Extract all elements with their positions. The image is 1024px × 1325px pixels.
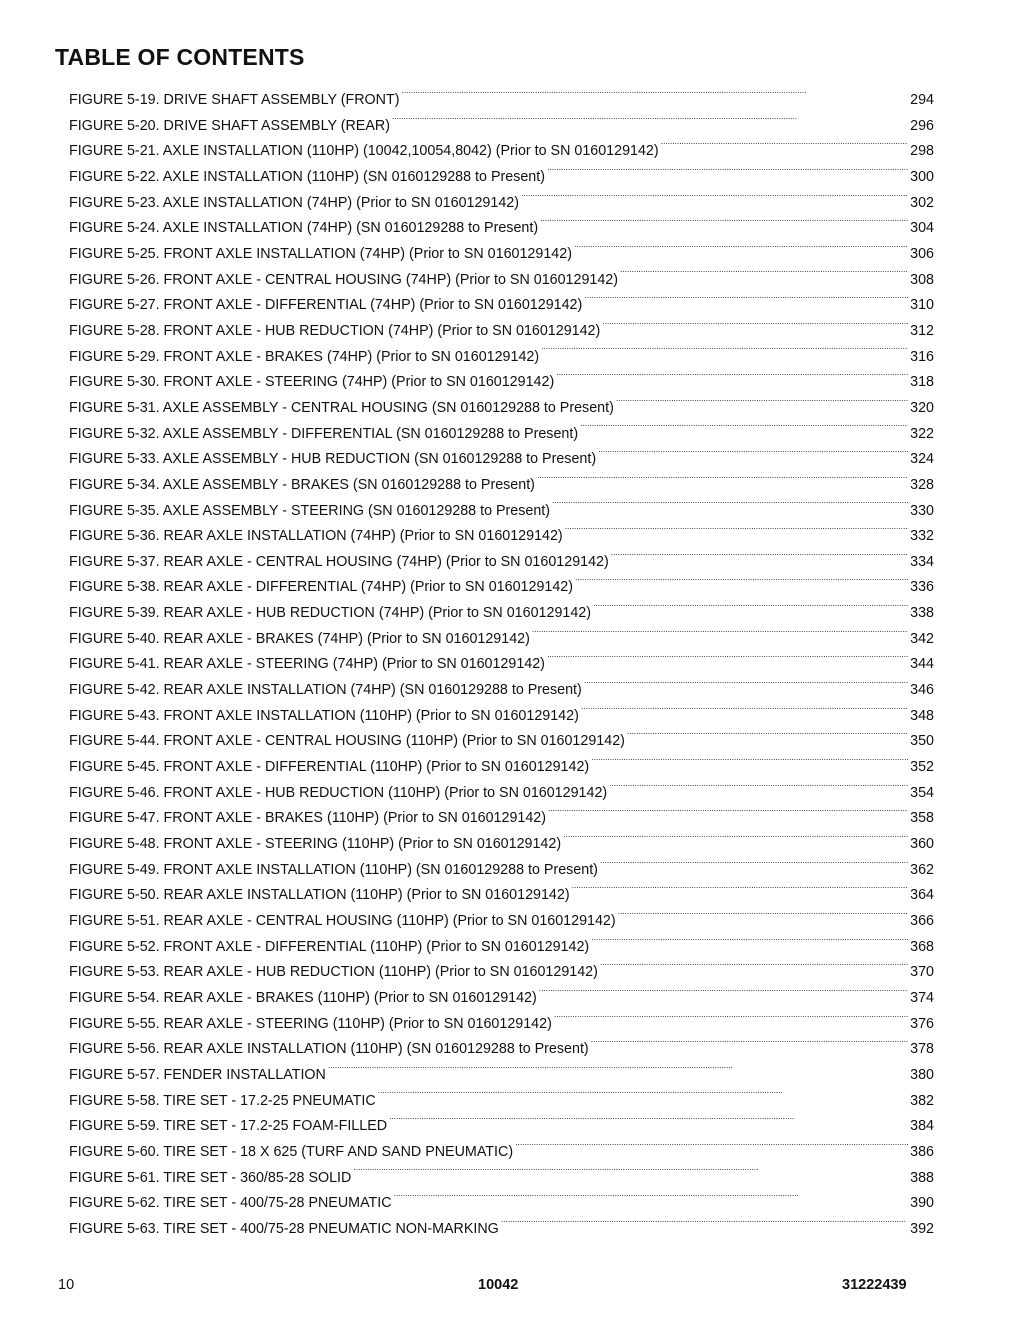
toc-entry-label: FIGURE 5-49. FRONT AXLE INSTALLATION (110HP) (SN 0160129288 to Present) xyxy=(69,861,598,878)
toc-entry-label: FIGURE 5-62. TIRE SET - 400/75-28 PNEUMATIC xyxy=(69,1195,392,1212)
dot-leader xyxy=(389,1116,908,1130)
toc-entry-label: FIGURE 5-55. REAR AXLE - STEERING (110HP) (Prior to SN 0160129142) xyxy=(69,1015,552,1032)
toc-entry[interactable] xyxy=(69,960,934,986)
toc-entry-label: FIGURE 5-50. REAR AXLE INSTALLATION (110HP) (Prior to SN 0160129142) xyxy=(69,887,570,904)
toc-entry[interactable] xyxy=(69,1140,934,1166)
dot-leader xyxy=(563,834,908,848)
toc-entry-label: FIGURE 5-40. REAR AXLE - BRAKES (74HP) (Prior to SN 0160129142) xyxy=(69,630,530,647)
dot-leader xyxy=(537,475,908,489)
toc-entry-label: FIGURE 5-60. TIRE SET - 18 X 625 (TURF AND SAND PNEUMATIC) xyxy=(69,1143,514,1160)
toc-entry-label: FIGURE 5-28. FRONT AXLE - HUB REDUCTION (74HP) (Prior to SN 0160129142) xyxy=(69,322,601,339)
toc-entry-page-number: 330 xyxy=(910,502,934,519)
dot-leader xyxy=(328,1065,908,1079)
toc-entry[interactable] xyxy=(69,1063,934,1089)
dot-leader xyxy=(591,757,908,771)
toc-entry-page-number: 298 xyxy=(910,143,934,160)
toc-entry-page-number: 390 xyxy=(910,1195,934,1212)
toc-entry[interactable] xyxy=(69,806,934,832)
dot-leader xyxy=(552,500,908,514)
dot-leader xyxy=(600,962,908,976)
toc-entry-page-number: 362 xyxy=(910,861,934,878)
toc-entry[interactable] xyxy=(69,781,934,807)
toc-entry-page-number: 328 xyxy=(910,476,934,493)
dot-leader xyxy=(565,526,908,540)
toc-entry[interactable] xyxy=(69,524,934,550)
toc-entry-page-number: 378 xyxy=(910,1041,934,1058)
toc-entry-label: FIGURE 5-35. AXLE ASSEMBLY - STEERING (SN 0160129288 to Present) xyxy=(69,502,551,519)
toc-entry-page-number: 380 xyxy=(910,1066,934,1083)
toc-entry-page-number: 354 xyxy=(910,784,934,801)
dot-leader xyxy=(598,449,908,463)
toc-entry[interactable] xyxy=(69,729,934,755)
toc-entry[interactable] xyxy=(69,473,934,499)
toc-entry[interactable] xyxy=(69,678,934,704)
toc-entry-page-number: 364 xyxy=(910,887,934,904)
page-title: TABLE OF CONTENTS xyxy=(55,44,305,70)
dot-leader xyxy=(392,115,908,129)
toc-entry[interactable] xyxy=(69,832,934,858)
dot-leader xyxy=(556,372,908,386)
dot-leader xyxy=(591,936,908,950)
toc-entry-label: FIGURE 5-59. TIRE SET - 17.2-25 FOAM-FILLED xyxy=(69,1118,388,1135)
dot-leader xyxy=(584,295,908,309)
toc-entry-page-number: 344 xyxy=(910,656,934,673)
toc-entry-page-number: 386 xyxy=(910,1143,934,1160)
table-of-contents-list xyxy=(69,88,934,1243)
toc-entry-label: FIGURE 5-25. FRONT AXLE INSTALLATION (74HP) (Prior to SN 0160129142) xyxy=(69,245,572,262)
toc-entry-page-number: 374 xyxy=(910,989,934,1006)
toc-entry-label: FIGURE 5-33. AXLE ASSEMBLY - HUB REDUCTION (SN 0160129288 to Present) xyxy=(69,451,597,468)
toc-entry-label: FIGURE 5-51. REAR AXLE - CENTRAL HOUSING (110HP) (Prior to SN 0160129142) xyxy=(69,913,616,929)
toc-entry[interactable] xyxy=(69,499,934,525)
dot-leader xyxy=(515,1142,908,1156)
dot-leader xyxy=(574,244,908,258)
toc-entry-page-number: 320 xyxy=(910,399,934,416)
toc-entry[interactable] xyxy=(69,935,934,961)
toc-entry-page-number: 370 xyxy=(910,964,934,981)
toc-entry[interactable] xyxy=(69,293,934,319)
toc-entry[interactable] xyxy=(69,986,934,1012)
toc-entry[interactable] xyxy=(69,447,934,473)
dot-leader xyxy=(540,218,908,232)
toc-entry-page-number: 322 xyxy=(910,425,934,442)
toc-entry-page-number: 318 xyxy=(910,374,934,391)
toc-entry[interactable] xyxy=(69,909,934,935)
toc-entry-page-number: 294 xyxy=(910,92,934,108)
toc-entry-label: FIGURE 5-19. DRIVE SHAFT ASSEMBLY (FRONT) xyxy=(69,92,400,108)
toc-entry[interactable] xyxy=(69,114,934,140)
toc-entry-page-number: 316 xyxy=(910,348,934,365)
toc-entry-page-number: 388 xyxy=(910,1169,934,1186)
toc-entry-page-number: 376 xyxy=(910,1015,934,1032)
toc-entry-label: FIGURE 5-36. REAR AXLE INSTALLATION (74HP) (Prior to SN 0160129142) xyxy=(69,528,563,545)
toc-entry[interactable] xyxy=(69,704,934,730)
toc-entry-page-number: 310 xyxy=(910,297,934,314)
toc-entry-page-number: 300 xyxy=(910,168,934,185)
toc-entry[interactable] xyxy=(69,139,934,165)
toc-entry-label: FIGURE 5-34. AXLE ASSEMBLY - BRAKES (SN 0160129288 to Present) xyxy=(69,476,535,493)
toc-entry-label: FIGURE 5-43. FRONT AXLE INSTALLATION (110HP) (Prior to SN 0160129142) xyxy=(69,707,579,724)
toc-entry[interactable] xyxy=(69,165,934,191)
toc-entry-page-number: 324 xyxy=(910,451,934,468)
dot-leader xyxy=(600,859,908,873)
toc-entry-label: FIGURE 5-44. FRONT AXLE - CENTRAL HOUSING (110HP) (Prior to SN 0160129142) xyxy=(69,733,625,750)
toc-entry-label: FIGURE 5-47. FRONT AXLE - BRAKES (110HP) (Prior to SN 0160129142) xyxy=(69,810,547,827)
toc-entry[interactable] xyxy=(69,652,934,678)
dot-leader xyxy=(353,1167,908,1181)
dot-leader xyxy=(401,90,908,104)
toc-entry-label: FIGURE 5-22. AXLE INSTALLATION (110HP) (SN 0160129288 to Present) xyxy=(69,168,545,185)
dot-leader xyxy=(584,680,908,694)
toc-entry-label: FIGURE 5-52. FRONT AXLE - DIFFERENTIAL (110HP) (Prior to SN 0160129142) xyxy=(69,938,590,955)
dot-leader xyxy=(539,988,908,1002)
toc-entry-label: FIGURE 5-48. FRONT AXLE - STEERING (110HP) (Prior to SN 0160129142) xyxy=(69,836,562,853)
toc-entry-label: FIGURE 5-41. REAR AXLE - STEERING (74HP) (Prior to SN 0160129142) xyxy=(69,656,545,673)
dot-leader xyxy=(547,654,908,668)
dot-leader xyxy=(378,1090,908,1104)
footer-document-number: 31222439 xyxy=(842,1277,907,1293)
dot-leader xyxy=(661,141,908,155)
toc-entry-page-number: 302 xyxy=(910,194,934,211)
toc-entry-label: FIGURE 5-30. FRONT AXLE - STEERING (74HP) (Prior to SN 0160129142) xyxy=(69,374,555,391)
toc-entry-page-number: 304 xyxy=(910,220,934,237)
toc-entry[interactable] xyxy=(69,627,934,653)
dot-leader xyxy=(554,1013,908,1027)
toc-entry-label: FIGURE 5-45. FRONT AXLE - DIFFERENTIAL (110HP) (Prior to SN 0160129142) xyxy=(69,759,590,776)
toc-entry-page-number: 384 xyxy=(910,1118,934,1135)
toc-entry-page-number: 366 xyxy=(910,913,934,929)
dot-leader xyxy=(548,808,908,822)
dot-leader xyxy=(521,192,908,206)
dot-leader xyxy=(609,782,908,796)
toc-entry-page-number: 338 xyxy=(910,605,934,622)
dot-leader xyxy=(580,423,908,437)
toc-entry-label: FIGURE 5-42. REAR AXLE INSTALLATION (74HP) (SN 0160129288 to Present) xyxy=(69,682,582,699)
toc-entry[interactable] xyxy=(69,755,934,781)
toc-entry[interactable] xyxy=(69,268,934,294)
toc-entry[interactable] xyxy=(69,1217,934,1243)
toc-entry-label: FIGURE 5-57. FENDER INSTALLATION xyxy=(69,1066,326,1083)
dot-leader xyxy=(541,346,908,360)
dot-leader xyxy=(572,885,909,899)
dot-leader xyxy=(575,577,908,591)
toc-entry[interactable] xyxy=(69,422,934,448)
toc-entry-label: FIGURE 5-61. TIRE SET - 360/85-28 SOLID xyxy=(69,1169,352,1186)
toc-entry-label: FIGURE 5-23. AXLE INSTALLATION (74HP) (Prior to SN 0160129142) xyxy=(69,194,520,211)
toc-entry-label: FIGURE 5-58. TIRE SET - 17.2-25 PNEUMATIC xyxy=(69,1092,376,1109)
toc-entry-label: FIGURE 5-31. AXLE ASSEMBLY - CENTRAL HOUSING (SN 0160129288 to Present) xyxy=(69,399,614,416)
toc-entry-page-number: 312 xyxy=(910,322,934,339)
toc-entry[interactable] xyxy=(69,396,934,422)
toc-entry-page-number: 360 xyxy=(910,836,934,853)
toc-entry-page-number: 336 xyxy=(910,579,934,596)
toc-entry-page-number: 358 xyxy=(910,810,934,827)
toc-entry[interactable] xyxy=(69,242,934,268)
toc-entry-page-number: 348 xyxy=(910,707,934,724)
toc-entry-label: FIGURE 5-27. FRONT AXLE - DIFFERENTIAL (74HP) (Prior to SN 0160129142) xyxy=(69,297,583,314)
toc-entry-label: FIGURE 5-63. TIRE SET - 400/75-28 PNEUMATIC NON-MARKING xyxy=(69,1220,499,1237)
dot-leader xyxy=(593,603,908,617)
toc-entry[interactable] xyxy=(69,370,934,396)
toc-entry-label: FIGURE 5-20. DRIVE SHAFT ASSEMBLY (REAR) xyxy=(69,117,390,134)
toc-entry[interactable] xyxy=(69,1114,934,1140)
toc-entry-label: FIGURE 5-53. REAR AXLE - HUB REDUCTION (110HP) (Prior to SN 0160129142) xyxy=(69,964,598,981)
toc-entry-page-number: 342 xyxy=(910,630,934,647)
toc-entry-page-number: 382 xyxy=(910,1092,934,1109)
toc-entry-page-number: 346 xyxy=(910,682,934,699)
toc-entry-page-number: 352 xyxy=(910,759,934,776)
toc-entry[interactable] xyxy=(69,1089,934,1115)
dot-leader xyxy=(611,552,908,566)
toc-entry-page-number: 296 xyxy=(910,117,934,134)
dot-leader xyxy=(602,321,908,335)
dot-leader xyxy=(618,911,908,925)
toc-entry-page-number: 368 xyxy=(910,938,934,955)
toc-entry[interactable] xyxy=(69,216,934,242)
toc-entry[interactable] xyxy=(69,319,934,345)
toc-entry-page-number: 350 xyxy=(910,733,934,750)
toc-entry-page-number: 392 xyxy=(910,1220,934,1237)
toc-entry-label: FIGURE 5-37. REAR AXLE - CENTRAL HOUSING (74HP) (Prior to SN 0160129142) xyxy=(69,553,609,570)
footer-model-number: 10042 xyxy=(478,1277,519,1293)
toc-entry-page-number: 334 xyxy=(910,553,934,570)
dot-leader xyxy=(591,1039,908,1053)
toc-entry[interactable] xyxy=(69,883,934,909)
toc-entry[interactable] xyxy=(69,1037,934,1063)
dot-leader xyxy=(394,1193,909,1207)
toc-entry[interactable] xyxy=(69,1012,934,1038)
dot-leader xyxy=(616,398,908,412)
dot-leader xyxy=(581,705,908,719)
toc-entry[interactable] xyxy=(69,550,934,576)
toc-entry-label: FIGURE 5-46. FRONT AXLE - HUB REDUCTION (110HP) (Prior to SN 0160129142) xyxy=(69,784,608,801)
toc-entry[interactable] xyxy=(69,345,934,371)
toc-entry-label: FIGURE 5-21. AXLE INSTALLATION (110HP) (10042,10054,8042) (Prior to SN 0160129142) xyxy=(69,143,659,160)
dot-leader xyxy=(620,269,908,283)
toc-entry-page-number: 306 xyxy=(910,245,934,262)
toc-entry-label: FIGURE 5-56. REAR AXLE INSTALLATION (110HP) (SN 0160129288 to Present) xyxy=(69,1041,589,1058)
toc-entry-label: FIGURE 5-38. REAR AXLE - DIFFERENTIAL (74HP) (Prior to SN 0160129142) xyxy=(69,579,574,596)
toc-entry-label: FIGURE 5-29. FRONT AXLE - BRAKES (74HP) (Prior to SN 0160129142) xyxy=(69,348,540,365)
toc-entry[interactable] xyxy=(69,88,934,114)
toc-entry-label: FIGURE 5-24. AXLE INSTALLATION (74HP) (SN 0160129288 to Present) xyxy=(69,220,539,237)
toc-entry-page-number: 332 xyxy=(910,528,934,545)
toc-entry-label: FIGURE 5-39. REAR AXLE - HUB REDUCTION (74HP) (Prior to SN 0160129142) xyxy=(69,605,592,622)
dot-leader xyxy=(501,1219,908,1233)
toc-entry[interactable] xyxy=(69,575,934,601)
dot-leader xyxy=(627,731,908,745)
toc-entry[interactable] xyxy=(69,1166,934,1192)
toc-entry-label: FIGURE 5-32. AXLE ASSEMBLY - DIFFERENTIAL (SN 0160129288 to Present) xyxy=(69,425,579,442)
toc-entry[interactable] xyxy=(69,601,934,627)
toc-entry[interactable] xyxy=(69,1191,934,1217)
toc-entry-page-number: 308 xyxy=(910,271,934,288)
toc-entry[interactable] xyxy=(69,858,934,884)
toc-entry-label: FIGURE 5-26. FRONT AXLE - CENTRAL HOUSING (74HP) (Prior to SN 0160129142) xyxy=(69,271,619,288)
dot-leader xyxy=(532,628,908,642)
footer-page-number: 10 xyxy=(58,1277,75,1293)
dot-leader xyxy=(547,167,908,181)
toc-entry-label: FIGURE 5-54. REAR AXLE - BRAKES (110HP) (Prior to SN 0160129142) xyxy=(69,989,537,1006)
toc-entry[interactable] xyxy=(69,191,934,217)
